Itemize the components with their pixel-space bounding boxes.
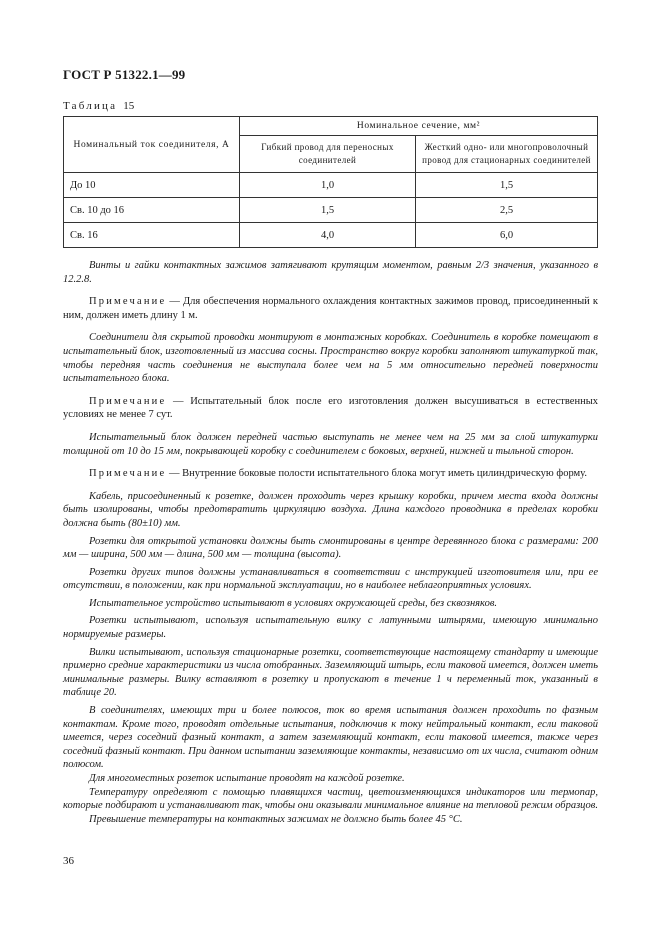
row-flexible-value: 1,0	[240, 173, 416, 198]
paragraph-temperature-measurement: Температуру определяют с помощью плавящихся частиц, цветоизменяющихся индикаторов или термопар, которые подбирают и устанавливают так, чтобы они оказывали минимальное влияние на тепловой режим образцов.	[63, 786, 598, 812]
table-row	[64, 223, 598, 248]
paragraph-multipole: В соединителях, имеющих три и более полюсов, ток во время испытания должен проходить по фазным контактам. Кроме того, проводят отдельные испытания, подключив к току нейтральный контакт, если таковой имеется, через соседний фазный контакт, а затем заземляющий контакт, если таковой имеется, также через соседний фазный контакт. При данном испытании заземляющие контакты, независимо от их числа, считают одним полюсом.	[63, 705, 598, 771]
row-rigid-value: 2,5	[416, 198, 598, 223]
note-label: Примечание	[89, 296, 167, 308]
header-flexible-wire: Гибкий провод для переносных соединителей	[240, 136, 416, 173]
row-label: До 10	[64, 173, 240, 198]
body-text	[63, 259, 598, 826]
standard-header: ГОСТ Р 51322.1—99	[63, 67, 186, 82]
paragraph-other-types: Розетки других типов должны устанавливаться в соответствии с инструкцией изготовителя или, при ее отсутствии, в положении, как при нормальной эксплуатации, но в наиболее неблагоприятных условиях.	[63, 566, 598, 592]
conductor-section-table	[63, 116, 598, 248]
paragraph-temperature-rise: Превышение температуры на контактных зажимах не должно быть более 45 °С.	[89, 813, 463, 825]
note-text: — Испытательный блок после его изготовления должен высушиваться в естественных условиях не менее 7 сут.	[63, 395, 598, 421]
paragraph-multiple-sockets: Для многоместных розеток испытание проводят на каждой розетке.	[89, 773, 405, 784]
paragraph-environment: Испытательное устройство испытывают в условиях окружающей среды, без сквозняков.	[89, 597, 498, 609]
paragraph-socket-testing: Розетки испытывают, используя испытательную вилку с латунными штырями, имеющую минимально нормируемые размеры.	[63, 615, 598, 641]
note-3	[63, 467, 598, 481]
note-label: Примечание	[89, 468, 167, 480]
table-caption-word: Таблица	[63, 100, 118, 112]
row-label: Св. 10 до 16	[64, 198, 240, 223]
table-row	[64, 173, 598, 198]
header-rigid-wire: Жесткий одно- или многопроволочный провод для стационарных соединителей	[416, 136, 598, 173]
note-1	[63, 295, 598, 322]
paragraph-plug-testing: Вилки испытывают, используя стационарные розетки, соответствующие настоящему стандарту и имеющие примерно средние характеристики из числа отобранных. Заземляющий штырь, если таковой имеется, должен иметь минимальные размеры. Вилку вставляют в розетку и пропускают в течение 1 ч переменный ток, указанный в таблице 20.	[63, 646, 598, 699]
table-caption-number: 15	[123, 100, 135, 112]
row-label: Св. 16	[64, 223, 240, 248]
note-text: — Для обеспечения нормального охлаждения контактных зажимов провод, присоединенный к ним, должен иметь длину 1 м.	[63, 296, 598, 321]
paragraph-torque: Винты и гайки контактных зажимов затягивают крутящим моментом, равным 2/3 значения, указанного в 12.2.8.	[63, 260, 598, 285]
row-flexible-value: 1,5	[240, 198, 416, 223]
page-number: 36	[63, 855, 74, 867]
paragraph-test-block: Испытательный блок должен передней частью выступать не менее чем на 25 мм за слой штукатурки толщиной от 10 до 15 мм, покрывающей коробку с соединителем с боковых, верхней, нижней и тыльной сторон.	[63, 431, 598, 457]
note-text: — Внутренние боковые полости испытательного блока могут иметь цилиндрическую форму.	[166, 468, 588, 480]
table-header-row	[64, 117, 598, 136]
header-nominal-section: Номинальное сечение, мм²	[240, 117, 598, 136]
paragraph-surface-mounting: Розетки для открытой установки должны быть смонтированы в центре деревянного блока с размерами: 200 мм — ширина, 500 мм — длина, 500 мм — толщина (высота).	[63, 535, 598, 561]
row-rigid-value: 6,0	[416, 223, 598, 248]
note-label: Примечание	[89, 395, 167, 407]
header-rated-current: Номинальный ток соединителя, А	[64, 117, 240, 173]
note-2	[63, 395, 598, 422]
table-caption	[63, 100, 134, 112]
table-row	[64, 198, 598, 223]
row-rigid-value: 1,5	[416, 173, 598, 198]
paragraph-cable: Кабель, присоединенный к розетке, должен проходить через крышку коробки, причем места входа должны быть изолированы, чтобы предотвратить циркуляцию воздуха. Длина каждого проводника в пределах коробки должна быть (80±10) мм.	[63, 490, 598, 529]
row-flexible-value: 4,0	[240, 223, 416, 248]
paragraph-flush-mounting: Соединители для скрытой проводки монтируют в монтажных коробках. Соединитель в коробке помещают в испытательный блок, изготовленный из массива сосны. Пространство вокруг коробки заполняют штукатуркой так, чтобы передняя часть соединения не выступала более чем на 5 мм относительно передней поверхности испытательного блока.	[63, 332, 598, 385]
